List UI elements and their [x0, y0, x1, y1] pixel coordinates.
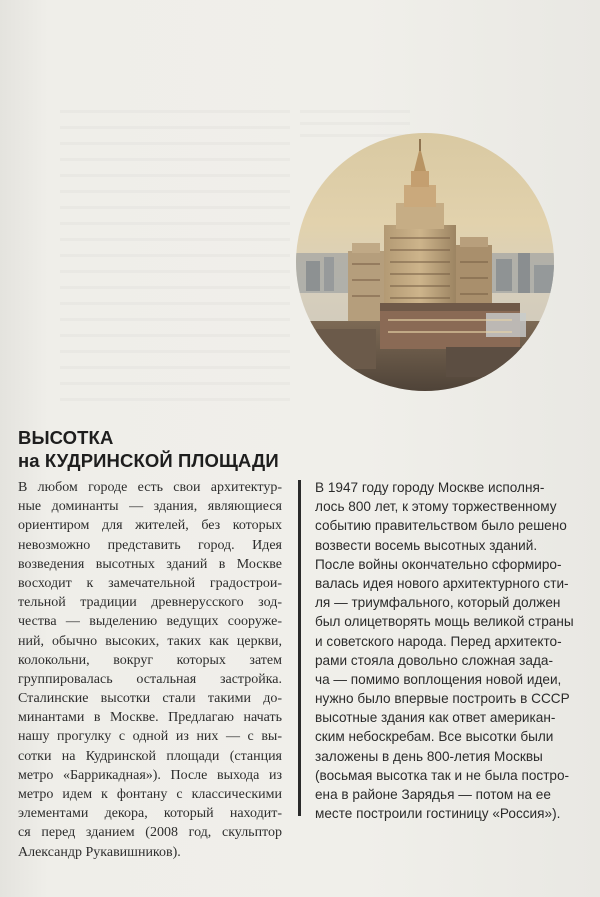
- left-text-column: [18, 478, 282, 862]
- text-line: метро «Баррикадная»). После выхода из: [18, 767, 282, 783]
- text-line: тельной традиции древнерусского зод-: [18, 595, 282, 611]
- show-through-text: [300, 110, 410, 140]
- text-line: ся перед зданием (2008 год, скульптор: [18, 825, 282, 841]
- text-line: ча — помимо воплощения новой идеи,: [315, 671, 562, 687]
- text-line: и советского народа. Перед архитекто-: [315, 633, 562, 649]
- text-line: заложены в день 800-летия Москвы: [315, 748, 543, 764]
- text-line: В 1947 году городу Москве исполня-: [315, 480, 545, 495]
- text-line: группировалась остальная застройка.: [18, 671, 282, 687]
- text-line: лось 800 лет, к этому торжественному: [315, 499, 557, 515]
- text-line: сотки на Кудринской площади (станция: [18, 748, 282, 764]
- text-line: был олицетворять мощь великой страны: [315, 614, 574, 630]
- text-line: месте построили гостиницу «Россия»).: [315, 806, 561, 822]
- text-line: восходит к замечательной градострои-: [18, 575, 282, 591]
- text-line: рами стояла довольно сложная зада-: [315, 652, 553, 668]
- article-heading: [18, 426, 298, 472]
- heading-line-1: ВЫСОТКА: [18, 427, 114, 448]
- text-line: невозможно представить город. Идея: [18, 537, 282, 553]
- text-line: возведения высотных зданий в Москве: [18, 556, 282, 572]
- right-text-column: [315, 478, 577, 823]
- text-line: элементами декора, который находит-: [18, 806, 282, 822]
- heading-line-2: на КУДРИНСКОЙ ПЛОЩАДИ: [18, 450, 279, 471]
- text-line: нашу прогулку с одной из них — с вы-: [18, 729, 282, 745]
- text-line: колокольни, вокруг которых затем: [18, 652, 282, 668]
- text-line: После войны окончательно сформиро-: [315, 556, 562, 572]
- text-line: метро идем к фонтану с классическими: [18, 787, 282, 802]
- sidebar-rule: [298, 480, 301, 816]
- text-line: ориентиром для жителей, без которых: [18, 518, 282, 534]
- text-line: минантами в Москве. Предлагаю начать: [18, 710, 282, 726]
- show-through-text: [60, 110, 290, 410]
- text-line: валась идея нового архитектурного сти-: [315, 575, 569, 591]
- text-line: высотные здания как ответ американ-: [315, 710, 556, 726]
- text-line: ля — триумфального, который должен: [315, 595, 561, 611]
- text-line: Сталинские высотки стали такими до-: [18, 691, 282, 707]
- text-line: Александр Рукавишников).: [18, 844, 181, 860]
- text-line: ена в районе Зарядья — потом на ее: [315, 787, 551, 802]
- text-line: ским небоскребам. Все высотки были: [315, 729, 554, 745]
- text-line: ные доминанты — здания, являющиеся: [18, 499, 282, 515]
- text-line: событию правительством было решено: [315, 518, 567, 534]
- text-line: (восьмая высотка так и не была постро-: [315, 767, 570, 783]
- text-line: ний, обычно высоких, таких как церкви,: [18, 633, 282, 649]
- text-line: возвести восемь высотных зданий.: [315, 537, 538, 553]
- text-line: нужно было впервые построить в СССР: [315, 691, 570, 707]
- kudrinskaya-building-photo: [296, 133, 554, 391]
- text-line: В любом городе есть свои архитектур-: [18, 480, 282, 495]
- text-line: чества — выделению ведущих сооруже-: [18, 614, 282, 630]
